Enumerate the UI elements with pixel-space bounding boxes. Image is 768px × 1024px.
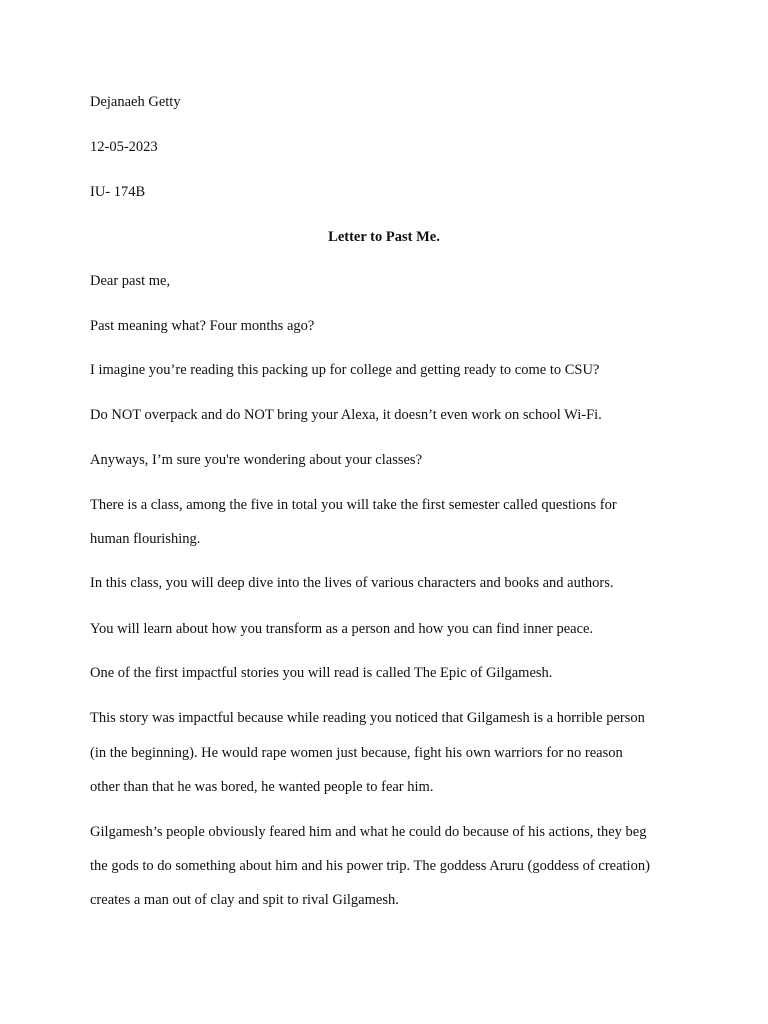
paragraph-line: One of the first impactful stories you will read is called The Epic of Gilgamesh. [90,665,553,681]
paragraph-line: Past meaning what? Four months ago? [90,318,315,334]
paragraph-line: human flourishing. [90,531,201,547]
paragraph-line: There is a class, among the five in total you will take the first semester called questions for [90,497,617,513]
paragraph-line: You will learn about how you transform as a person and how you can find inner peace. [90,621,594,637]
author-name: Dejanaeh Getty [90,94,181,110]
paragraph-line: This story was impactful because while reading you noticed that Gilgamesh is a horrible person [90,710,645,726]
paragraph-line: I imagine you’re reading this packing up for college and getting ready to come to CSU? [90,362,600,378]
paragraph-line: Do NOT overpack and do NOT bring your Alexa, it doesn’t even work on school Wi-Fi. [90,407,602,423]
greeting: Dear past me, [90,273,171,289]
paragraph-line: (in the beginning). He would rape women just because, fight his own warriors for no reason [90,745,623,761]
paragraph-line: creates a man out of clay and spit to rival Gilgamesh. [90,892,399,908]
paragraph-line: Gilgamesh’s people obviously feared him and what he could do because of his actions, they beg [90,824,647,840]
paragraph-line: the gods to do something about him and his power trip. The goddess Aruru (goddess of creation) [90,858,650,874]
document-date: 12-05-2023 [90,139,158,155]
paragraph-line: In this class, you will deep dive into the lives of various characters and books and authors. [90,575,614,591]
document-title: Letter to Past Me. [328,229,440,245]
paragraph-line: other than that he was bored, he wanted people to fear him. [90,779,434,795]
course-code: IU- 174B [90,184,146,200]
paragraph-line: Anyways, I’m sure you're wondering about your classes? [90,452,422,468]
